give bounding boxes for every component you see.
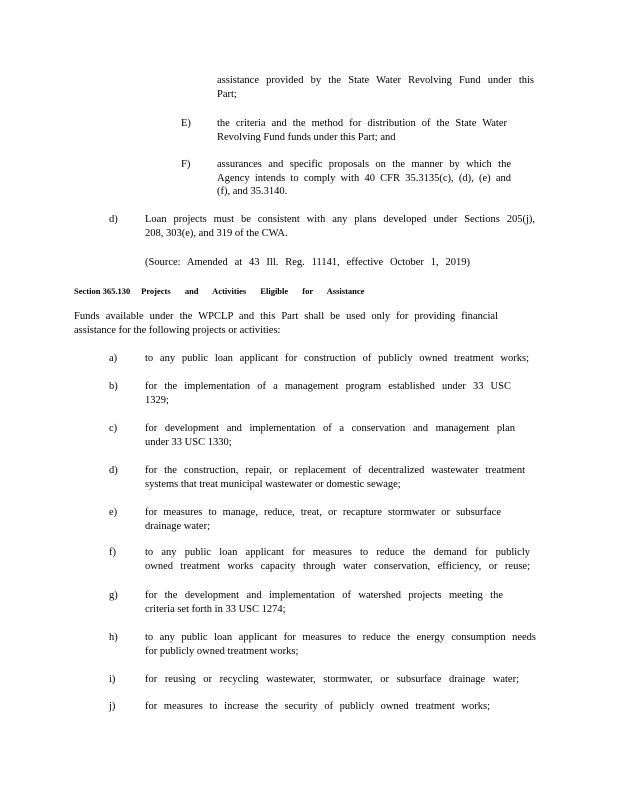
item-label: h) [109,632,118,643]
section-heading [74,285,370,299]
item-label: F) [181,159,191,170]
item-text [217,158,511,199]
item-label: a) [109,353,118,364]
item-text [217,117,507,144]
text-line: for measures to manage, reduce, treat, or recapture stormwater or subsurface [145,507,501,518]
intro-paragraph [74,310,498,337]
text-line: for the construction, repair, or replacement of decentralized wastewater treatment [145,465,525,476]
item-label: f) [109,547,116,558]
text-line: to any public loan applicant for measures to reduce the demand for publicly [145,547,530,558]
text-line: Loan projects must be consistent with any plans developed under Sections 205(j), [145,214,535,225]
text-line: systems that treat municipal wastewater or domestic sewage; [145,478,401,490]
text-line: Agency intends to comply with 40 CFR 35.3135(c), (d), (e) and [217,172,511,184]
item-text [145,546,530,573]
source-note: (Source: Amended at 43 Ill. Reg. 11141, effective October 1, 2019) [145,257,470,268]
section-title: Projects and Activities Eligible for Assistance [141,286,365,296]
text-line: to any public loan applicant for measures to reduce the energy consumption needs [145,632,536,643]
item-label: d) [109,465,118,476]
text-line: under 33 USC 1330; [145,436,232,448]
text-line: owned treatment works capacity through water conservation, efficiency, or reuse; [145,560,530,572]
item-text [145,700,490,714]
item-text [145,213,535,240]
section-number: Section 365.130 [74,286,131,296]
item-label: j) [109,701,116,712]
text-line: for development and implementation of a conservation and management plan [145,423,515,434]
text-line: for the development and implementation of watershed projects meeting the [145,590,503,601]
text-line: (f), and 35.3140. [217,186,288,197]
text-line: the criteria and the method for distribution of the State Water [217,118,507,129]
text-line: assistance for the following projects or activities: [74,324,281,336]
item-text [145,631,536,658]
continued-paragraph [217,74,534,101]
item-text [145,506,501,533]
item-label: b) [109,381,118,392]
text-line: for the implementation of a management program established under 33 USC [145,381,511,392]
item-text [145,673,519,687]
text-line: Revolving Fund funds under this Part; and [217,131,396,143]
text-line: drainage water; [145,520,211,532]
item-text [145,380,511,407]
item-text [145,464,525,491]
text-line: for measures to increase the security of publicly owned treatment works; [145,701,490,712]
text-line: criteria set forth in 33 USC 1274; [145,603,286,615]
text-line: assurances and specific proposals on the manner by which the [217,159,511,170]
item-text [145,589,503,616]
item-label: d) [109,214,118,225]
item-label: g) [109,590,118,601]
text-line: 1329; [145,394,169,406]
item-label: i) [109,674,116,685]
item-text [145,422,515,449]
text-line: Part; [217,88,237,100]
item-label: c) [109,423,118,434]
text-line: to any public loan applicant for construction of publicly owned treatment works; [145,353,529,364]
item-label: e) [109,507,118,518]
text-line: for publicly owned treatment works; [145,645,299,657]
item-text [145,352,529,366]
item-label: E) [181,118,191,129]
text-line: 208, 303(e), and 319 of the CWA. [145,227,288,239]
text-line: Funds available under the WPCLP and this Part shall be used only for providing financial [74,311,498,322]
text-line: for reusing or recycling wastewater, stormwater, or subsurface drainage water; [145,674,519,685]
text-line: assistance provided by the State Water Revolving Fund under this [217,75,534,86]
